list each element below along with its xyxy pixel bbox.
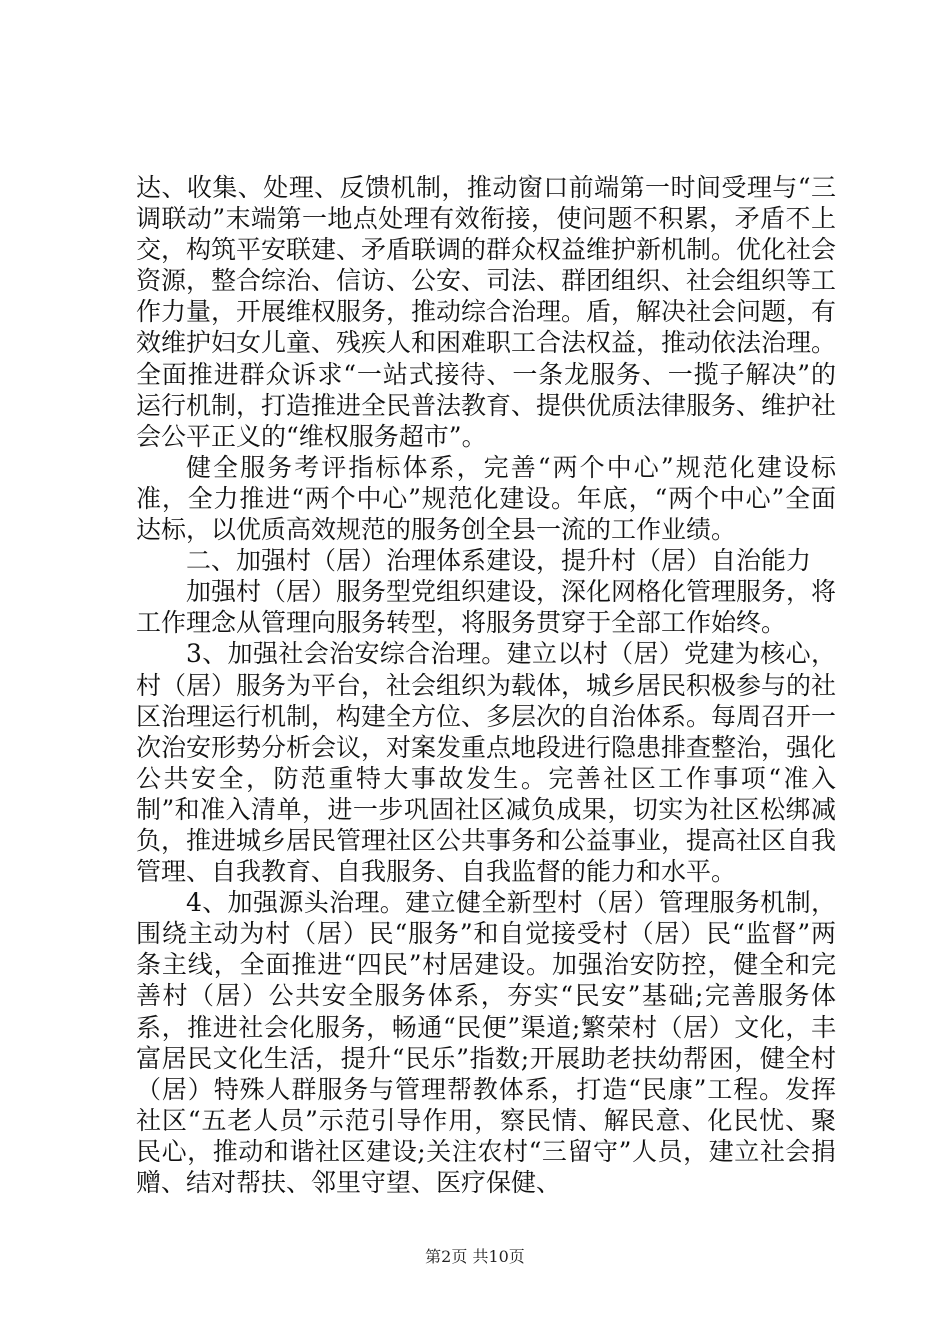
paragraph-rights-mechanism: 达、收集、处理、反馈机制，推动窗口前端第一时间受理与“三调联动”末端第一地点处理有效衔接，使问题不积累，矛盾不上交，构筑平安联建、矛盾联调的群众权益维护新机制。优化社会资源，整合综治、信访、公安、司法、群团组织、社会组织等工作力量，开展维权服务，推动综合治理。盾，解决社会问题，有效维护妇女儿童、残疾人和困难职工合法权益，推动依法治理。全面推进群众诉求“一站式接待、一条龙服务、一揽子解决”的运行机制，打造推进全民普法教育、提供优质法律服务、维护社会公平正义的“维权服务超市”。 (136, 173, 837, 451)
paragraph-party-organization: 加强村（居）服务型党组织建设，深化网格化管理服务，将工作理念从管理向服务转型，将服务贯穿于全部工作始终。 (136, 577, 837, 638)
document-body (136, 172, 836, 1198)
paragraph-public-security: 3、加强社会治安综合治理。建立以村（居）党建为核心，村（居）服务为平台，社会组织为载体，城乡居民积极参与的社区治理运行机制，构建全方位、多层次的自治体系。每周召开一次治安形势分析会议，对案发重点地段进行隐患排查整治，强化公共安全，防范重特大事故发生。完善社区工作事项“准入制”和准入清单，进一步巩固社区减负成果，切实为社区松绑减负，推进城乡居民管理社区公共事务和公益事业，提高社区自我管理、自我教育、自我服务、自我监督的能力和水平。 (136, 639, 837, 887)
paragraph-evaluation-system: 健全服务考评指标体系，完善“两个中心”规范化建设标准，全力推进“两个中心”规范化建设。年底，“两个中心”全面达标，以优质高效规范的服务创全县一流的工作业绩。 (136, 452, 836, 545)
section-heading-village-governance: 二、加强村（居）治理体系建设，提升村（居）自治能力 (186, 546, 812, 576)
page-number-footer: 第2页 共10页 (425, 1247, 525, 1266)
paragraph-source-governance: 4、加强源头治理。建立健全新型村（居）管理服务机制，围绕主动为村（居）民“服务”和自觉接受村（居）民“监督”两条主线，全面推进“四民”村居建设。加强治安防控，健全和完善村（居）公共安全服务体系，夯实“民安”基础;完善服务体系，推进社会化服务，畅通“民便”渠道;繁荣村（居）文化，丰富居民文化生活，提升“民乐”指数;开展助老扶幼帮困，健全村（居）特殊人群服务与管理帮教体系，打造“民康”工程。发挥社区“五老人员”示范引导作用，察民情、解民意、化民忧、聚民心，推动和谐社区建设;关注农村“三留守”人员，建立社会捐赠、结对帮扶、邻里守望、医疗保健、 (136, 888, 836, 1197)
